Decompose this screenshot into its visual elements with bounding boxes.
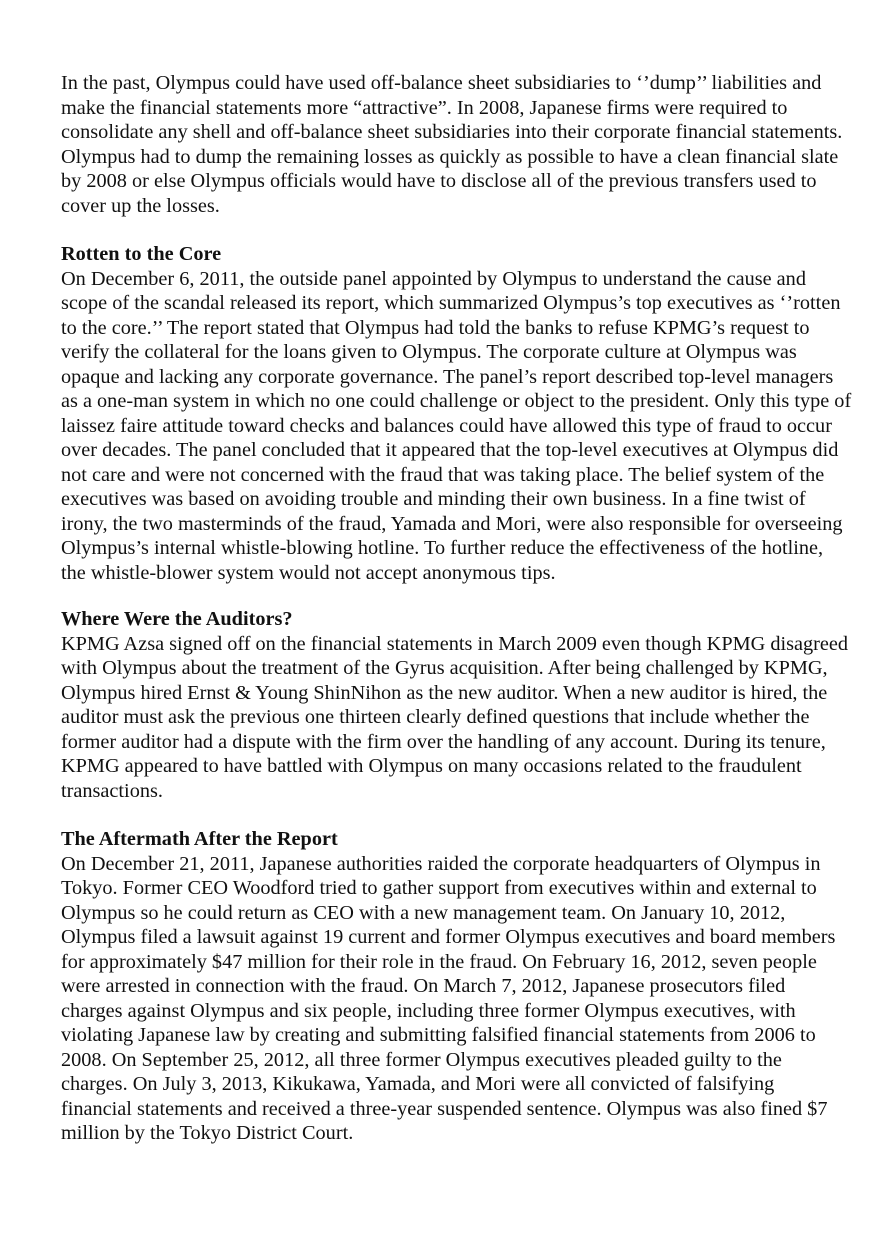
paragraph-olympus-past (61, 71, 882, 218)
text-line: On December 6, 2011, the outside panel appointed by Olympus to understand the cause and (61, 267, 806, 290)
text-line: charges against Olympus and six people, including three former Olympus executives, with (61, 999, 796, 1022)
text-line: auditor must ask the previous one thirteen clearly defined questions that include whether the (61, 706, 810, 728)
text-line: Olympus hired Ernst & Young ShinNihon as the new auditor. When a new auditor is hired, the (61, 681, 828, 704)
text-line: Olympus filed a lawsuit against 19 current and former Olympus executives and board members (61, 926, 836, 948)
text-line: million by the Tokyo District Court. (61, 1122, 354, 1144)
text-line: Olympus so he could return as CEO with a new management team. On January 10, 2012, (61, 901, 786, 924)
text-line: the whistle-blower system would not accept anonymous tips. (61, 561, 556, 584)
text-line: executives was based on avoiding trouble and minding their own business. In a fine twist of (61, 488, 806, 510)
text-line: financial statements and received a three-year suspended sentence. Olympus was also fined $7 (61, 1097, 828, 1120)
text-line: opaque and lacking any corporate governance. The panel’s report described top-level managers (61, 365, 834, 388)
section-the-aftermath-after-the-report (61, 827, 882, 1146)
text-line: for approximately $47 million for their role in the fraud. On February 16, 2012, seven people (61, 950, 817, 973)
text-line: charges. On July 3, 2013, Kikukawa, Yamada, and Mori were all convicted of falsifying (61, 1073, 775, 1095)
text-line: scope of the scandal released its report, which summarized Olympus’s top executives as ‘’rotten (61, 292, 841, 314)
text-line: consolidate any shell and off-balance sheet subsidiaries into their corporate financial statements. (61, 121, 843, 143)
text-line: were arrested in connection with the fraud. On March 7, 2012, Japanese prosecutors filed (61, 975, 786, 997)
text-line: KPMG Azsa signed off on the financial statements in March 2009 even though KPMG disagreed (61, 632, 849, 655)
text-line: former auditor had a dispute with the firm over the handling of any account. During its tenure, (61, 730, 826, 753)
section-heading: Rotten to the Core (61, 243, 222, 265)
text-line: KPMG appeared to have battled with Olympus on many occasions related to the fraudulent (61, 755, 802, 777)
text-line: laissez faire attitude toward checks and balances could have allowed this type of fraud to occur (61, 414, 832, 437)
text-line: not care and were not concerned with the fraud that was taking place. The belief system of the (61, 463, 825, 486)
text-line: irony, the two masterminds of the fraud, Yamada and Mori, were also responsible for overseeing (61, 512, 843, 535)
text-line: Olympus had to dump the remaining losses as quickly as possible to have a clean financial slate (61, 145, 839, 168)
text-line: over decades. The panel concluded that it appeared that the top-level executives at Olympus did (61, 439, 839, 461)
text-line: cover up the losses. (61, 194, 220, 217)
text-line: by 2008 or else Olympus officials would have to disclose all of the previous transfers used to (61, 170, 817, 192)
text-line: with Olympus about the treatment of the Gyrus acquisition. After being challenged by KPMG, (61, 657, 828, 679)
text-line: On December 21, 2011, Japanese authorities raided the corporate headquarters of Olympus in (61, 852, 821, 875)
section-heading: Where Were the Auditors? (61, 608, 293, 630)
section-rotten-to-the-core (61, 242, 882, 585)
text-line: verify the collateral for the loans given to Olympus. The corporate culture at Olympus was (61, 341, 797, 363)
text-line: make the financial statements more “attractive”. In 2008, Japanese firms were required to (61, 96, 788, 119)
section-where-were-the-auditors (61, 607, 882, 803)
text-line: transactions. (61, 779, 163, 802)
text-line: 2008. On September 25, 2012, all three former Olympus executives pleaded guilty to the (61, 1048, 782, 1071)
text-line: Olympus’s internal whistle-blowing hotline. To further reduce the effectiveness of the hotline, (61, 537, 824, 559)
text-line: violating Japanese law by creating and submitting falsified financial statements from 2006 to (61, 1024, 816, 1046)
text-line: as a one-man system in which no one could challenge or object to the president. Only this type of (61, 390, 852, 412)
text-line: In the past, Olympus could have used off-balance sheet subsidiaries to ‘’dump’’ liabilities and (61, 72, 822, 94)
text-line: to the core.’’ The report stated that Olympus had told the banks to refuse KPMG’s request to (61, 316, 810, 339)
section-heading: The Aftermath After the Report (61, 828, 338, 850)
text-line: Tokyo. Former CEO Woodford tried to gather support from executives within and external to (61, 877, 817, 899)
